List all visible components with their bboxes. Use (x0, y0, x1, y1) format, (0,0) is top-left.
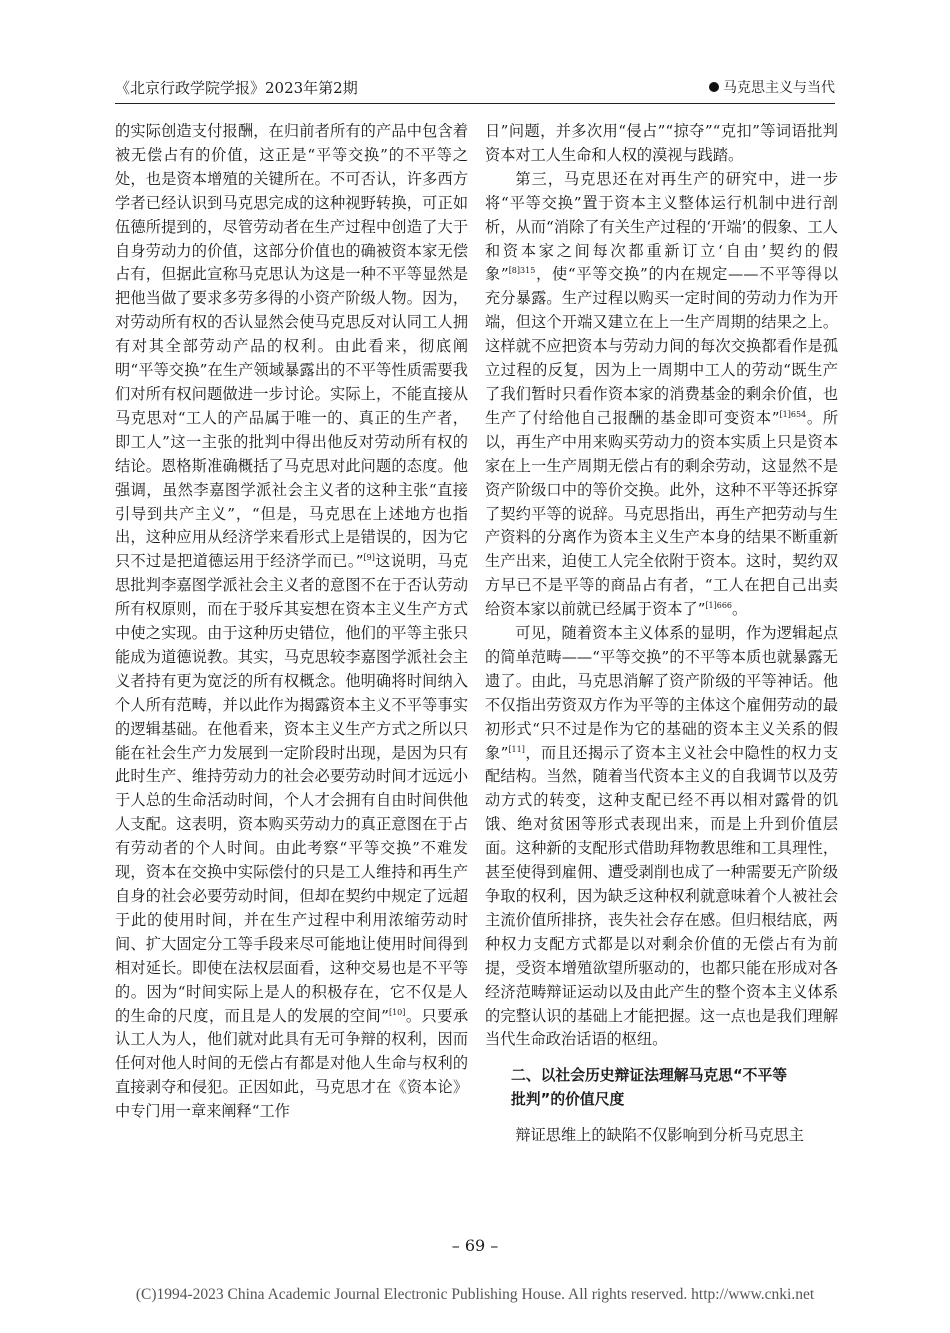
text-run: 辩证思维上的缺陷不仅影响到分析马克思主 (515, 1126, 804, 1145)
text-run: 。所以，再生产中用来购买劳动力的资本实质上只是资本家在上一生产周期无偿占有的剩余劳动，这显然不是资产阶级口中的等价交换。此外，这种不平等还拆穿了契约平等的说辞。马克思指出，再生产把劳动与生产资料的分离作为资本主义生产本身的结果不断重新生产出来，迫使工人完全依附于资本。这时，契约双方早已不是平等的商品占有者，“工人在把自己出卖给资本家以前就已经属于资本了” (485, 408, 838, 619)
text-run: ，而且还揭示了资本主义社会中隐性的权力支配结构。当然，随着当代资本主义的自我调节以及劳动方式的转变，这种支配已经不再以相对露骨的饥饿、绝对贫困等形式表现出来，而是上升到价值层面。这种新的支配形式借助拜物教思维和工具理性，甚至使得到雇佣、遭受剥削也成了一种需要无产阶级争取的权利，因为缺乏这种权利就意味着个人被社会主流价值所排挤，丧失社会存在感。但归根结底，两种权力支配方式都是以对剩余价值的无偿占有为前提，受资本增殖欲望所驱动的，也都只能在形成对各经济范畴辩证运动以及由此产生的整个资本主义体系的完整认识的基础上才能把握。这一点也是我们理解当代生命政治话语的枢纽。 (485, 743, 838, 1049)
text-run: 这说明，马克思批判李嘉图学派社会主义者的意图不在于否认劳动所有权原则，而在于驳斥其妄想在资本主义生产方式中使之实现。由于这种历史错位，他们的平等主张只能成为道德说教。其实，马克思较李嘉图学派社会主义者持有更为宽泛的所有权概念。他明确将时间纳入个人所有范畴，并以此作为揭露资本主义不平等事实的逻辑基础。在他看来，资本主义生产方式之所以只能在社会生产力发展到一定阶段时出现，是因为只有此时生产、维持劳动力的社会必要劳动时间才远远小于人总的生命活动时间，个人才会拥有自由时间供他人支配。这表明，资本购买劳动力的真正意图在于占有劳动者的个人时间。由此考察“平等交换”不难发现，资本在交换中实际偿付的只是工人维持和再生产自身的社会必要劳动时间，但却在契约中规定了远超于此的使用时间，并在生产过程中利用浓缩劳动时间、扩大固定分工等手段来尽可能地让使用时间得到相对延长。即使在法权层面看，这种交易也是不平等的。因为“时间实际上是人的积极存在，它不仅是人的生命的尺度，而且是人的发展的空间” (115, 552, 468, 1025)
paragraph (485, 622, 838, 1052)
citation: [11] (508, 744, 525, 754)
section-label-text: 马克思主义与当代 (723, 80, 835, 96)
paragraph (485, 168, 838, 622)
paragraph (485, 1124, 838, 1148)
section-heading-line: 批判”的价值尺度 (511, 1091, 625, 1109)
section-label (709, 76, 835, 100)
text-run: 可见，随着资本主义体系的显明，作为逻辑起点的简单范畴——“平等交换”的不平等本质也就暴露无遗了。由此，马克思消解了资产阶级的平等神话。他不仅指出劳资双方作为平等的主体这个雇佣劳动的最初形式“只不过是作为它的基础的资本主义关系的假象” (485, 624, 838, 762)
running-header (115, 76, 835, 100)
citation: [8]315 (508, 266, 536, 276)
citation: [1]654 (779, 409, 807, 419)
text-run: 。只要承认工人为人，他们就对此具有无可争辩的权利，因而任何对他人时间的无偿占有都是对他人生命与权利的直接剥夺和侵犯。正因如此，马克思才在《资本论》中专门用一章来阐释“工作 (115, 1006, 468, 1121)
bullet-icon (709, 82, 719, 92)
journal-title: 《北京行政学院学报》2023年第2期 (115, 79, 358, 97)
header-rule (115, 103, 835, 104)
citation: [1]666 (705, 601, 732, 611)
section-heading (485, 1064, 838, 1112)
text-run: 。 (732, 600, 748, 619)
section-heading-line: 二、以社会历史辩证法理解马克思“不平等 (511, 1067, 788, 1085)
text-run: 第三，马克思还在对再生产的研究中，进一步将“平等交换”置于资本主义整体运行机制中进行剖析，从而“消除了有关生产过程的‘开端’的假象、工人和资本家之间每次都重新订立‘自由’契约的假象” (485, 169, 838, 284)
copyright-footer: (C)1994-2023 China Academic Journal Electronic Publishing House. All rights reserved. http://www.cnki.net (135, 1286, 815, 1303)
text-run: 日”问题，并多次用“侵占”“掠夺”“克扣”等词语批判资本对工人生命和人权的漠视与践踏。 (485, 122, 838, 164)
page-number: – 69 – (451, 1236, 499, 1255)
paragraph (115, 120, 468, 1124)
text-run: ，使“平等交换”的内在规定——不平等得以充分暴露。生产过程以购买一定时间的劳动力作为开端，但这个开端又建立在上一生产周期的结果之上。这样就不应把资本与劳动力间的每次交换都看作是孤立过程的反复，因为上一周期中工人的劳动“既生产了我们暂时只看作资本家的消费基金的剩余价值，也生产了付给他自己报酬的基金即可变资本” (485, 265, 838, 427)
paragraph (485, 120, 838, 168)
citation: [10] (388, 1007, 406, 1017)
text-run: 的实际创造支付报酬，在归前者所有的产品中包含着被无偿占有的价值，这正是“平等交换”的不平等之处，也是资本增殖的关键所在。不可否认，许多西方学者已经认识到马克思完成的这种视野转换，可正如伍德所提到的，尽管劳动者在生产过程中创造了大于自身劳动力的价值，这部分价值也的确被资本家无偿占有，但据此宣称马克思认为这是一种不平等显然是把他当做了要求多劳多得的小资产阶级人物。因为，对劳动所有权的否认显然会使马克思反对认同工人拥有对其全部劳动产品的权利。由此看来，彻底阐明“平等交换”在生产领域暴露出的不平等性质需要我们对所有权问题做进一步讨论。实际上，不能直接从马克思对“工人的产品属于唯一的、真正的生产者，即工人”这一主张的批判中得出他反对劳动所有权的结论。恩格斯准确概括了马克思对此问题的态度。他强调，虽然李嘉图学派社会主义者的这种主张“直接引导到共产主义”，“但是，马克思在上述地方也指出，这种应用从经济学来看形式上是错误的，因为它只不过是把道德运用于经济学而已。” (115, 122, 468, 571)
left-column (115, 120, 468, 1210)
citation: [9] (363, 553, 375, 563)
right-column (485, 120, 838, 1210)
